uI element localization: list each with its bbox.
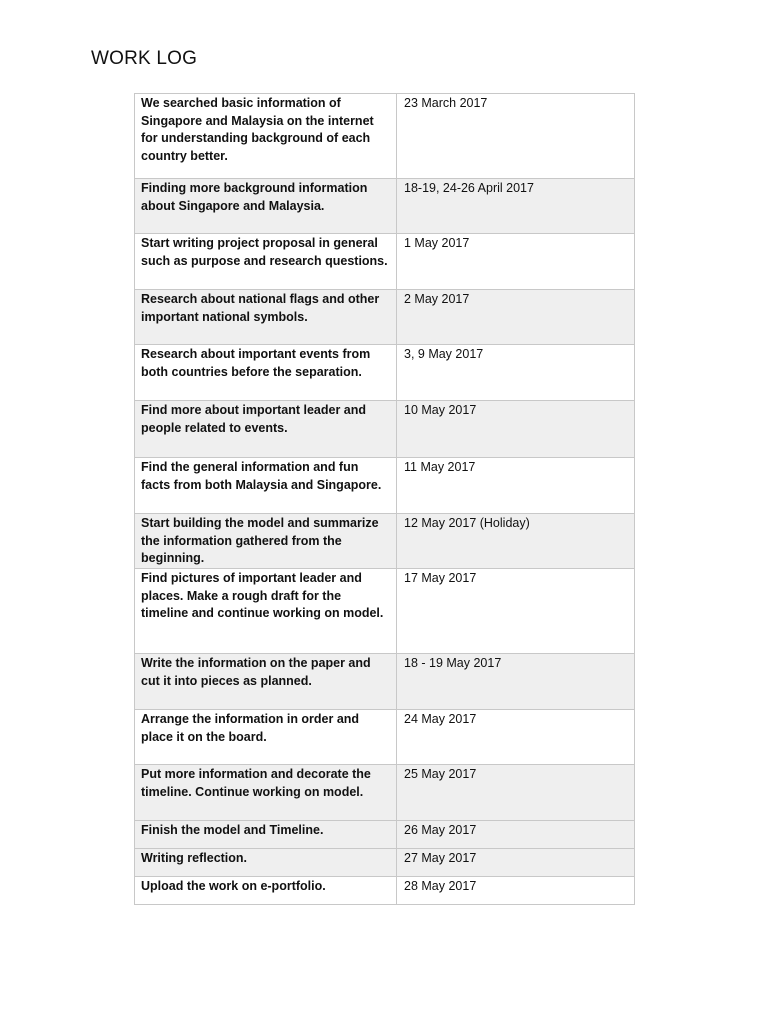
table-row: [135, 765, 635, 821]
work-log-body: [135, 94, 635, 905]
task-cell: Start building the model and summarize the information gathered from the beginning.: [135, 514, 397, 569]
table-row: [135, 877, 635, 905]
task-cell: Writing reflection.: [135, 849, 397, 877]
date-cell: 11 May 2017: [397, 458, 635, 514]
date-cell: 1 May 2017: [397, 234, 635, 290]
task-cell: Research about important events from both countries before the separation.: [135, 345, 397, 401]
table-row: [135, 821, 635, 849]
table-row: [135, 401, 635, 458]
date-cell: 2 May 2017: [397, 290, 635, 345]
task-cell: Research about national flags and other important national symbols.: [135, 290, 397, 345]
date-cell: 18-19, 24-26 April 2017: [397, 179, 635, 234]
task-cell: Find pictures of important leader and places. Make a rough draft for the timeline and continue working on model.: [135, 569, 397, 654]
date-cell: 24 May 2017: [397, 710, 635, 765]
date-cell: 17 May 2017: [397, 569, 635, 654]
table-row: [135, 345, 635, 401]
date-cell: 27 May 2017: [397, 849, 635, 877]
task-cell: Put more information and decorate the timeline. Continue working on model.: [135, 765, 397, 821]
table-row: [135, 458, 635, 514]
task-cell: Arrange the information in order and place it on the board.: [135, 710, 397, 765]
task-cell: We searched basic information of Singapore and Malaysia on the internet for understanding background of each country better.: [135, 94, 397, 179]
table-row: [135, 569, 635, 654]
table-row: [135, 654, 635, 710]
task-cell: Finding more background information about Singapore and Malaysia.: [135, 179, 397, 234]
table-row: [135, 234, 635, 290]
task-cell: Start writing project proposal in general such as purpose and research questions.: [135, 234, 397, 290]
table-row: [135, 849, 635, 877]
table-row: [135, 710, 635, 765]
table-row: [135, 514, 635, 569]
date-cell: 18 - 19 May 2017: [397, 654, 635, 710]
date-cell: 12 May 2017 (Holiday): [397, 514, 635, 569]
task-cell: Finish the model and Timeline.: [135, 821, 397, 849]
table-row: [135, 179, 635, 234]
task-cell: Write the information on the paper and cut it into pieces as planned.: [135, 654, 397, 710]
task-cell: Find more about important leader and people related to events.: [135, 401, 397, 458]
page-title: WORK LOG: [91, 48, 198, 69]
date-cell: 26 May 2017: [397, 821, 635, 849]
date-cell: 28 May 2017: [397, 877, 635, 905]
table-row: [135, 94, 635, 179]
date-cell: 25 May 2017: [397, 765, 635, 821]
task-cell: Find the general information and fun facts from both Malaysia and Singapore.: [135, 458, 397, 514]
work-log-table: [134, 93, 635, 905]
date-cell: 3, 9 May 2017: [397, 345, 635, 401]
task-cell: Upload the work on e-portfolio.: [135, 877, 397, 905]
date-cell: 23 March 2017: [397, 94, 635, 179]
date-cell: 10 May 2017: [397, 401, 635, 458]
table-row: [135, 290, 635, 345]
